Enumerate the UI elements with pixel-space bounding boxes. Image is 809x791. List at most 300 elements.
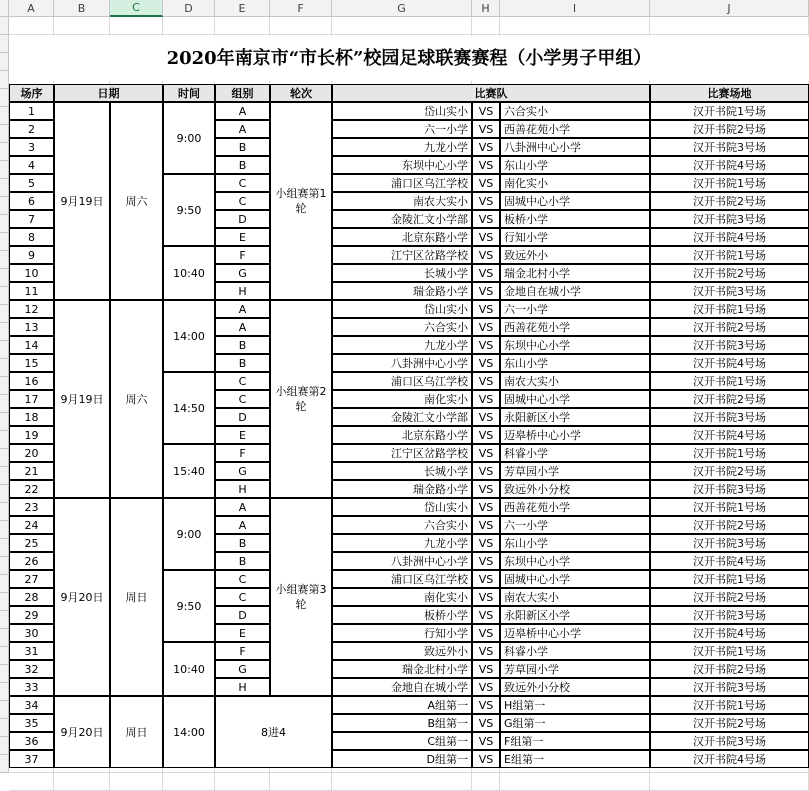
home-team: 浦口区乌江学校 — [332, 174, 472, 192]
away-team: 致远外小 — [500, 246, 650, 264]
column-header-b[interactable]: B — [54, 0, 110, 17]
home-team: 行知小学 — [332, 624, 472, 642]
grid-cell[interactable] — [472, 17, 500, 35]
match-group: C — [215, 372, 270, 390]
match-time: 10:40 — [163, 642, 215, 696]
match-time: 9:00 — [163, 498, 215, 570]
row-header[interactable] — [0, 611, 9, 629]
vs-label: VS — [472, 588, 500, 606]
match-time: 14:50 — [163, 372, 215, 444]
grid-cell[interactable] — [332, 773, 472, 791]
vs-label: VS — [472, 156, 500, 174]
home-team: 瑞金路小学 — [332, 480, 472, 498]
vs-label: VS — [472, 174, 500, 192]
match-seq: 32 — [9, 660, 54, 678]
home-team: D组第一 — [332, 750, 472, 768]
grid-cell[interactable] — [332, 17, 472, 35]
match-seq: 4 — [9, 156, 54, 174]
venue: 汉开书院1号场 — [650, 174, 809, 192]
match-group: C — [215, 390, 270, 408]
home-team: 长城小学 — [332, 462, 472, 480]
home-team: 北京东路小学 — [332, 228, 472, 246]
venue: 汉开书院2号场 — [650, 714, 809, 732]
row-header[interactable] — [0, 503, 9, 521]
match-seq: 33 — [9, 678, 54, 696]
venue: 汉开书院2号场 — [650, 120, 809, 138]
row-header[interactable] — [0, 395, 9, 413]
grid-cell[interactable] — [472, 773, 500, 791]
away-team: 东坝中心小学 — [500, 336, 650, 354]
vs-label: VS — [472, 336, 500, 354]
match-group: D — [215, 606, 270, 624]
row-header[interactable] — [0, 53, 9, 71]
match-seq: 30 — [9, 624, 54, 642]
row-header[interactable] — [0, 647, 9, 665]
match-time: 15:40 — [163, 444, 215, 498]
grid-cell[interactable] — [54, 17, 110, 35]
match-group: A — [215, 318, 270, 336]
venue: 汉开书院3号场 — [650, 138, 809, 156]
home-team: 南农大实小 — [332, 192, 472, 210]
row-header[interactable] — [0, 215, 9, 233]
match-seq: 16 — [9, 372, 54, 390]
vs-label: VS — [472, 552, 500, 570]
match-date: 9月19日 — [54, 102, 110, 300]
match-seq: 18 — [9, 408, 54, 426]
match-seq: 21 — [9, 462, 54, 480]
vs-label: VS — [472, 192, 500, 210]
vs-label: VS — [472, 642, 500, 660]
away-team: 固城中心小学 — [500, 192, 650, 210]
venue: 汉开书院3号场 — [650, 282, 809, 300]
venue: 汉开书院2号场 — [650, 462, 809, 480]
row-header[interactable] — [0, 341, 9, 359]
match-round: 8进4 — [215, 696, 332, 768]
vs-label: VS — [472, 696, 500, 714]
away-team: G组第一 — [500, 714, 650, 732]
venue: 汉开书院1号场 — [650, 642, 809, 660]
row-header[interactable] — [0, 359, 9, 377]
home-team: 金地自在城小学 — [332, 678, 472, 696]
match-seq: 24 — [9, 516, 54, 534]
vs-label: VS — [472, 120, 500, 138]
away-team: 六合实小 — [500, 102, 650, 120]
row-header[interactable] — [0, 107, 9, 125]
vs-label: VS — [472, 462, 500, 480]
venue: 汉开书院3号场 — [650, 336, 809, 354]
venue: 汉开书院4号场 — [650, 156, 809, 174]
grid-cell[interactable] — [270, 773, 332, 791]
match-seq: 37 — [9, 750, 54, 768]
away-team: 芳草园小学 — [500, 660, 650, 678]
match-group: H — [215, 282, 270, 300]
match-seq: 36 — [9, 732, 54, 750]
grid-cell[interactable] — [270, 17, 332, 35]
away-team: 六一小学 — [500, 516, 650, 534]
venue: 汉开书院4号场 — [650, 228, 809, 246]
row-header[interactable] — [0, 287, 9, 305]
vs-label: VS — [472, 714, 500, 732]
home-team: 江宁区岔路学校 — [332, 444, 472, 462]
row-header[interactable] — [0, 179, 9, 197]
match-seq: 23 — [9, 498, 54, 516]
match-group: A — [215, 102, 270, 120]
row-header[interactable] — [0, 71, 9, 89]
grid-cell[interactable] — [650, 17, 809, 35]
row-header[interactable] — [0, 17, 9, 35]
vs-label: VS — [472, 282, 500, 300]
home-team: 金陵汇文小学部 — [332, 210, 472, 228]
match-group: B — [215, 138, 270, 156]
match-seq: 22 — [9, 480, 54, 498]
grid-cell[interactable] — [500, 773, 650, 791]
venue: 汉开书院1号场 — [650, 372, 809, 390]
row-header[interactable] — [0, 665, 9, 683]
match-time: 14:00 — [163, 696, 215, 768]
match-group: C — [215, 570, 270, 588]
match-group: A — [215, 498, 270, 516]
away-team: 八卦洲中心小学 — [500, 138, 650, 156]
match-group: D — [215, 210, 270, 228]
venue: 汉开书院1号场 — [650, 570, 809, 588]
row-header[interactable] — [0, 467, 9, 485]
vs-label: VS — [472, 480, 500, 498]
home-team: 八卦洲中心小学 — [332, 354, 472, 372]
column-header-c[interactable]: C — [110, 0, 163, 17]
away-team: 科睿小学 — [500, 444, 650, 462]
match-round: 小组赛第1轮 — [270, 102, 332, 300]
match-group: B — [215, 354, 270, 372]
away-team: E组第一 — [500, 750, 650, 768]
row-header[interactable] — [0, 35, 9, 53]
row-header[interactable] — [0, 683, 9, 701]
match-seq: 12 — [9, 300, 54, 318]
away-team: F组第一 — [500, 732, 650, 750]
away-team: 东山小学 — [500, 156, 650, 174]
match-group: B — [215, 156, 270, 174]
venue: 汉开书院2号场 — [650, 516, 809, 534]
vs-label: VS — [472, 264, 500, 282]
venue: 汉开书院1号场 — [650, 498, 809, 516]
vs-label: VS — [472, 246, 500, 264]
away-team: 东山小学 — [500, 534, 650, 552]
sheet-title: 2020年南京市“市长杯”校园足球联赛赛程（小学男子甲组） — [9, 36, 809, 81]
match-group: A — [215, 516, 270, 534]
home-team: 南化实小 — [332, 390, 472, 408]
row-header[interactable] — [0, 377, 9, 395]
row-header[interactable] — [0, 323, 9, 341]
venue: 汉开书院4号场 — [650, 624, 809, 642]
match-group: B — [215, 534, 270, 552]
vs-label: VS — [472, 750, 500, 768]
row-header[interactable] — [0, 125, 9, 143]
away-team: 固城中心小学 — [500, 390, 650, 408]
away-team: 永阳新区小学 — [500, 408, 650, 426]
vs-label: VS — [472, 138, 500, 156]
column-header-e[interactable]: E — [215, 0, 270, 17]
match-seq: 6 — [9, 192, 54, 210]
vs-label: VS — [472, 678, 500, 696]
header-round: 轮次 — [270, 84, 332, 102]
grid-cell[interactable] — [215, 17, 270, 35]
home-team: 南化实小 — [332, 588, 472, 606]
header-time: 时间 — [163, 84, 215, 102]
row-header[interactable] — [0, 143, 9, 161]
match-seq: 25 — [9, 534, 54, 552]
match-time: 10:40 — [163, 246, 215, 300]
match-group: G — [215, 660, 270, 678]
vs-label: VS — [472, 408, 500, 426]
home-team: 岱山实小 — [332, 300, 472, 318]
venue: 汉开书院3号场 — [650, 408, 809, 426]
match-seq: 34 — [9, 696, 54, 714]
match-group: A — [215, 120, 270, 138]
column-header-i[interactable]: I — [500, 0, 650, 17]
row-header[interactable] — [0, 431, 9, 449]
match-seq: 11 — [9, 282, 54, 300]
match-seq: 14 — [9, 336, 54, 354]
match-seq: 28 — [9, 588, 54, 606]
home-team: 长城小学 — [332, 264, 472, 282]
venue: 汉开书院1号场 — [650, 696, 809, 714]
grid-cell[interactable] — [110, 17, 163, 35]
row-header[interactable] — [0, 629, 9, 647]
vs-label: VS — [472, 354, 500, 372]
away-team: 西善花苑小学 — [500, 498, 650, 516]
row-header[interactable] — [0, 305, 9, 323]
row-header[interactable] — [0, 701, 9, 719]
vs-label: VS — [472, 534, 500, 552]
home-team: 九龙小学 — [332, 534, 472, 552]
match-group: C — [215, 588, 270, 606]
row-header[interactable] — [0, 161, 9, 179]
match-seq: 3 — [9, 138, 54, 156]
home-team: 金陵汇文小学部 — [332, 408, 472, 426]
venue: 汉开书院2号场 — [650, 192, 809, 210]
match-time: 14:00 — [163, 300, 215, 372]
row-header[interactable] — [0, 719, 9, 737]
home-team: 东坝中心小学 — [332, 156, 472, 174]
away-team: 六一小学 — [500, 300, 650, 318]
away-team: 板桥小学 — [500, 210, 650, 228]
match-group: B — [215, 552, 270, 570]
column-header-j[interactable]: J — [650, 0, 809, 17]
home-team: 九龙小学 — [332, 138, 472, 156]
match-round: 小组赛第3轮 — [270, 498, 332, 696]
match-group: C — [215, 174, 270, 192]
row-header[interactable] — [0, 197, 9, 215]
column-header-g[interactable]: G — [332, 0, 472, 17]
vs-label: VS — [472, 606, 500, 624]
match-group: C — [215, 192, 270, 210]
row-header[interactable] — [0, 413, 9, 431]
away-team: 固城中心小学 — [500, 570, 650, 588]
match-group: H — [215, 480, 270, 498]
row-header[interactable] — [0, 557, 9, 575]
venue: 汉开书院4号场 — [650, 354, 809, 372]
away-team: 迈皋桥中心小学 — [500, 426, 650, 444]
venue: 汉开书院4号场 — [650, 750, 809, 768]
header-date: 日期 — [54, 84, 163, 102]
venue: 汉开书院3号场 — [650, 480, 809, 498]
grid-cell[interactable] — [9, 17, 54, 35]
vs-label: VS — [472, 498, 500, 516]
column-header-a[interactable]: A — [9, 0, 54, 17]
row-header[interactable] — [0, 89, 9, 107]
match-group: D — [215, 408, 270, 426]
grid-cell[interactable] — [163, 773, 215, 791]
home-team: 六合实小 — [332, 318, 472, 336]
venue: 汉开书院2号场 — [650, 588, 809, 606]
grid-cell[interactable] — [9, 773, 54, 791]
match-seq: 9 — [9, 246, 54, 264]
away-team: 科睿小学 — [500, 642, 650, 660]
match-weekday: 周六 — [110, 102, 163, 300]
venue: 汉开书院2号场 — [650, 318, 809, 336]
venue: 汉开书院4号场 — [650, 426, 809, 444]
home-team: 江宁区岔路学校 — [332, 246, 472, 264]
home-team: 岱山实小 — [332, 102, 472, 120]
row-header[interactable] — [0, 269, 9, 287]
venue: 汉开书院3号场 — [650, 606, 809, 624]
venue: 汉开书院3号场 — [650, 534, 809, 552]
venue: 汉开书院3号场 — [650, 732, 809, 750]
header-teams: 比赛队 — [332, 84, 650, 102]
away-team: 瑞金北村小学 — [500, 264, 650, 282]
row-header[interactable] — [0, 485, 9, 503]
home-team: 北京东路小学 — [332, 426, 472, 444]
match-seq: 31 — [9, 642, 54, 660]
match-group: F — [215, 444, 270, 462]
away-team: 南农大实小 — [500, 372, 650, 390]
venue: 汉开书院1号场 — [650, 444, 809, 462]
match-seq: 29 — [9, 606, 54, 624]
match-round: 小组赛第2轮 — [270, 300, 332, 498]
match-seq: 8 — [9, 228, 54, 246]
away-team: 永阳新区小学 — [500, 606, 650, 624]
venue: 汉开书院1号场 — [650, 102, 809, 120]
match-date: 9月19日 — [54, 300, 110, 498]
header-group: 组别 — [215, 84, 270, 102]
vs-label: VS — [472, 300, 500, 318]
match-time: 9:00 — [163, 102, 215, 174]
venue: 汉开书院3号场 — [650, 210, 809, 228]
match-date: 9月20日 — [54, 696, 110, 768]
venue: 汉开书院2号场 — [650, 264, 809, 282]
home-team: 六合实小 — [332, 516, 472, 534]
venue: 汉开书院2号场 — [650, 390, 809, 408]
home-team: B组第一 — [332, 714, 472, 732]
venue: 汉开书院1号场 — [650, 246, 809, 264]
vs-label: VS — [472, 570, 500, 588]
vs-label: VS — [472, 624, 500, 642]
column-header-d[interactable]: D — [163, 0, 215, 17]
match-group: E — [215, 228, 270, 246]
header-seq: 场序 — [9, 84, 54, 102]
match-seq: 1 — [9, 102, 54, 120]
vs-label: VS — [472, 660, 500, 678]
match-seq: 7 — [9, 210, 54, 228]
match-seq: 13 — [9, 318, 54, 336]
column-header-h[interactable]: H — [472, 0, 500, 17]
away-team: 迈皋桥中心小学 — [500, 624, 650, 642]
away-team: 东山小学 — [500, 354, 650, 372]
home-team: 致远外小 — [332, 642, 472, 660]
away-team: 南农大实小 — [500, 588, 650, 606]
match-seq: 5 — [9, 174, 54, 192]
row-header[interactable] — [0, 593, 9, 611]
away-team: 行知小学 — [500, 228, 650, 246]
vs-label: VS — [472, 318, 500, 336]
away-team: 西善花苑小学 — [500, 120, 650, 138]
match-seq: 17 — [9, 390, 54, 408]
home-team: 板桥小学 — [332, 606, 472, 624]
vs-label: VS — [472, 516, 500, 534]
row-header[interactable] — [0, 539, 9, 557]
row-header[interactable] — [0, 251, 9, 269]
row-header[interactable] — [0, 233, 9, 251]
home-team: 浦口区乌江学校 — [332, 372, 472, 390]
column-header-f[interactable]: F — [270, 0, 332, 17]
vs-label: VS — [472, 210, 500, 228]
venue: 汉开书院3号场 — [650, 678, 809, 696]
home-team: 瑞金路小学 — [332, 282, 472, 300]
home-team: A组第一 — [332, 696, 472, 714]
match-weekday: 周六 — [110, 300, 163, 498]
match-time: 9:50 — [163, 570, 215, 642]
match-group: F — [215, 642, 270, 660]
home-team: 八卦洲中心小学 — [332, 552, 472, 570]
row-header[interactable] — [0, 755, 9, 773]
row-header[interactable] — [0, 449, 9, 467]
vs-label: VS — [472, 444, 500, 462]
home-team: 瑞金北村小学 — [332, 660, 472, 678]
vs-label: VS — [472, 372, 500, 390]
row-header[interactable] — [0, 521, 9, 539]
grid-cell[interactable] — [163, 17, 215, 35]
away-team: 金地自在城小学 — [500, 282, 650, 300]
grid-cell[interactable] — [500, 17, 650, 35]
home-team: 六一小学 — [332, 120, 472, 138]
match-seq: 26 — [9, 552, 54, 570]
away-team: 东坝中心小学 — [500, 552, 650, 570]
grid-cell[interactable] — [54, 773, 110, 791]
row-header[interactable] — [0, 737, 9, 755]
grid-cell[interactable] — [110, 773, 163, 791]
row-header[interactable] — [0, 575, 9, 593]
away-team: 南化实小 — [500, 174, 650, 192]
away-team: 芳草园小学 — [500, 462, 650, 480]
match-group: F — [215, 246, 270, 264]
match-seq: 19 — [9, 426, 54, 444]
vs-label: VS — [472, 102, 500, 120]
venue: 汉开书院1号场 — [650, 300, 809, 318]
match-seq: 20 — [9, 444, 54, 462]
match-seq: 10 — [9, 264, 54, 282]
match-group: E — [215, 426, 270, 444]
grid-cell[interactable] — [215, 773, 270, 791]
vs-label: VS — [472, 426, 500, 444]
match-time: 9:50 — [163, 174, 215, 246]
match-group: B — [215, 336, 270, 354]
home-team: 浦口区乌江学校 — [332, 570, 472, 588]
select-all-corner[interactable] — [0, 0, 9, 17]
home-team: 岱山实小 — [332, 498, 472, 516]
match-seq: 27 — [9, 570, 54, 588]
grid-cell[interactable] — [650, 773, 809, 791]
match-seq: 2 — [9, 120, 54, 138]
away-team: 西善花苑小学 — [500, 318, 650, 336]
